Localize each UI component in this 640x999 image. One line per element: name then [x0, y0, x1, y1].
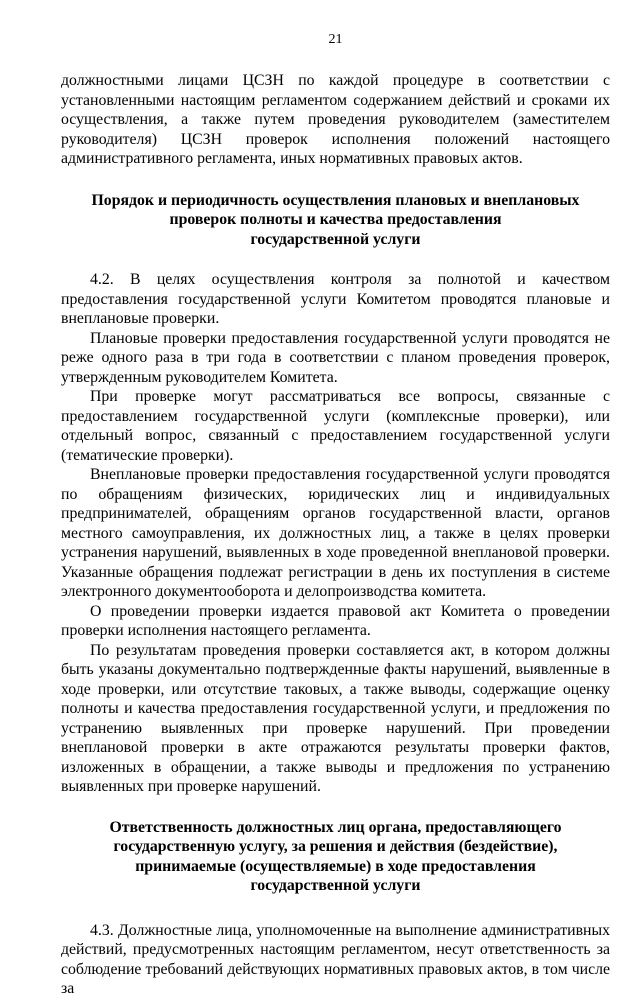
- section-heading-inspections: [61, 191, 610, 250]
- paragraph-planned-inspections: Плановые проверки предоставления государственной услуги проводятся не реже одного раза в три года в соответствии с планом проведения проверок, утвержденным руководителем Комитета.: [61, 329, 610, 386]
- heading-line: государственной услуги: [250, 230, 421, 248]
- spacer: [61, 249, 610, 270]
- document-page: [61, 32, 610, 999]
- spacer: [61, 896, 610, 921]
- paragraph-inspection-scope: При проверке могут рассматриваться все вопросы, связанные с предоставлением государственной услуги (комплексные проверки), или отдельный вопрос, связанный с предоставлением государственной услуги (тематические проверки).: [61, 388, 610, 464]
- spacer: [61, 169, 610, 191]
- paragraph-unplanned-inspections: Внеплановые проверки предоставления государственной услуги проводятся по обращениям физических, юридических лиц и индивидуальных предпринимателей, обращениям органов государственной власти, органов местного самоуправления, их должностных лиц, а также в целях проверки устранения нарушений, выявленных в ходе проведенной внеплановой проверки. Указанные обращения подлежат регистрации в день их поступления в системе электронного документооборота и делопроизводства комитета.: [61, 466, 610, 600]
- section-heading-responsibility: [61, 818, 610, 896]
- heading-line: государственную услугу, за решения и действия (бездействие),: [113, 838, 558, 855]
- paragraph-inspection-act: О проведении проверки издается правовой акт Комитета о проведении проверки исполнения настоящего регламента.: [61, 602, 610, 639]
- paragraph-4-2: 4.2. В целях осуществления контроля за полнотой и качеством предоставления государственной услуги Комитетом проводятся плановые и внеплановые проверки.: [61, 271, 610, 327]
- heading-line: принимаемые (осуществляемые) в ходе предоставления: [135, 857, 536, 875]
- heading-line: Порядок и периодичность осуществления плановых и внеплановых: [91, 191, 580, 209]
- spacer: [61, 797, 610, 818]
- page-number: 21: [328, 32, 343, 47]
- intro-paragraph: должностными лицами ЦСЗН по каждой процедуре в соответствии с установленными настоящим регламентом содержанием действий и сроками их осуществления, а также путем проведения руководителем (заместителем руководителя) ЦСЗН проверок исполнения положений настоящего административного регламента, иных нормативных правовых актов.: [61, 72, 610, 167]
- heading-line: проверок полноты и качества предоставления: [169, 211, 502, 228]
- heading-line: государственной услуги: [250, 877, 421, 894]
- paragraph-4-3: 4.3. Должностные лица, уполномоченные на выполнение административных действий, предусмотренных настоящим регламентом, несут ответственность за соблюдение требований действующих нормативных правовых актов, в том числе за: [61, 921, 610, 997]
- heading-line: Ответственность должностных лиц органа, предоставляющего: [109, 818, 562, 836]
- paragraph-inspection-results: По результатам проведения проверки составляется акт, в котором должны быть указаны документально подтвержденные факты нарушений, выявленные в ходе проверки, или отсутствие таковых, а также выводы, содержащие оценку полноты и качества предоставления государственной услуги, и предложения по устранению выявленных при проверке нарушений. При проведении внеплановой проверки в акте отражаются результаты проверки фактов, изложенных в обращении, а также выводы и предложения по устранению выявленных при проверке нарушений.: [61, 641, 610, 795]
